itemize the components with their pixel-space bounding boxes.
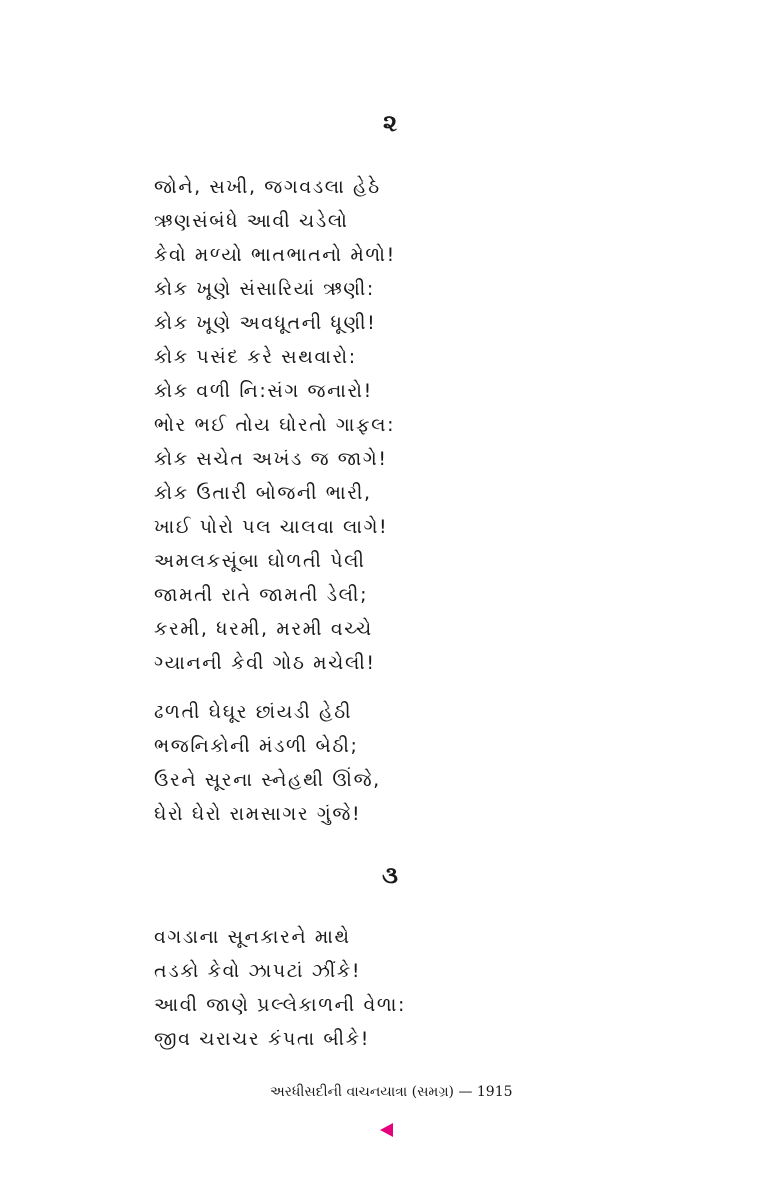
page-footer: અરધીસદીની વાચનયાત્રા (સમગ્ર) — 1915 [270,1084,513,1100]
poem-line: તડકો કેવો ઝાપટાં ઝીંકે! [154,960,362,982]
poem-line: કોક ખૂણે અવધૂતની ધૂણી! [154,312,377,334]
poem-line: ઢળતી ઘેઘૂર છાંયડી હેઠી [154,701,353,723]
section-number: ૩ [382,861,398,889]
poem-line: જામતી રાતે જામતી ડેલી; [154,584,369,606]
poem-line: જીવ ચરાચર કંપતા બીકે! [154,1028,370,1050]
poem-line: કરમી, ધરમી, મરમી વચ્ચે [154,618,373,640]
poem-line: ભજનિકોની મંડળી બેઠી; [154,735,359,757]
section-number: ૨ [382,109,398,137]
poem-line: ભોર ભઈ તોય ઘોરતો ગાફલ: [154,414,396,436]
poem-line: ઉરને સૂરના સ્નેહથી ઊંજે, [154,769,381,791]
poem-line: કોક પસંદ કરે સથવારો: [154,346,357,368]
stanza [154,544,574,680]
poem-line: કોક સચેત અખંડ જ જાગે! [154,448,388,470]
poem-line: આવી જાણે પ્રલ્લેકાળની વેળા: [154,994,406,1016]
poem-line: ગ્યાનની કેવી ગોઠ મચેલી! [154,652,376,674]
poem-line: કોક ખૂણે સંસારિયાં ઋણી: [154,278,375,300]
poem-line: કેવો મળ્યો ભાતભાતનો મેળો! [154,244,396,266]
poem-line: ખાઈ પોરો પલ ચાલવા લાગે! [154,516,389,538]
poem-line: વગડાના સૂનકારને માથે [154,926,351,948]
poem-line: જોને, સખી, જગવડલા હેઠે [154,176,381,198]
poem-line: ઘેરો ઘેરો રામસાગર ગુંજે! [154,803,362,825]
stanza [154,170,574,544]
stanza [154,695,574,831]
stanza [154,920,574,1056]
poem-line: કોક ઉતારી બોજની ભારી, [154,482,372,504]
poem-line: અમલકસૂંબા ઘોળતી પેલી [154,550,366,572]
poem-line: ઋણસંબંધે આવી ચડેલો [154,210,349,232]
triangle-left-icon[interactable] [380,1123,393,1137]
poem-line: કોક વળી નિ:સંગ જનારો! [154,380,373,402]
